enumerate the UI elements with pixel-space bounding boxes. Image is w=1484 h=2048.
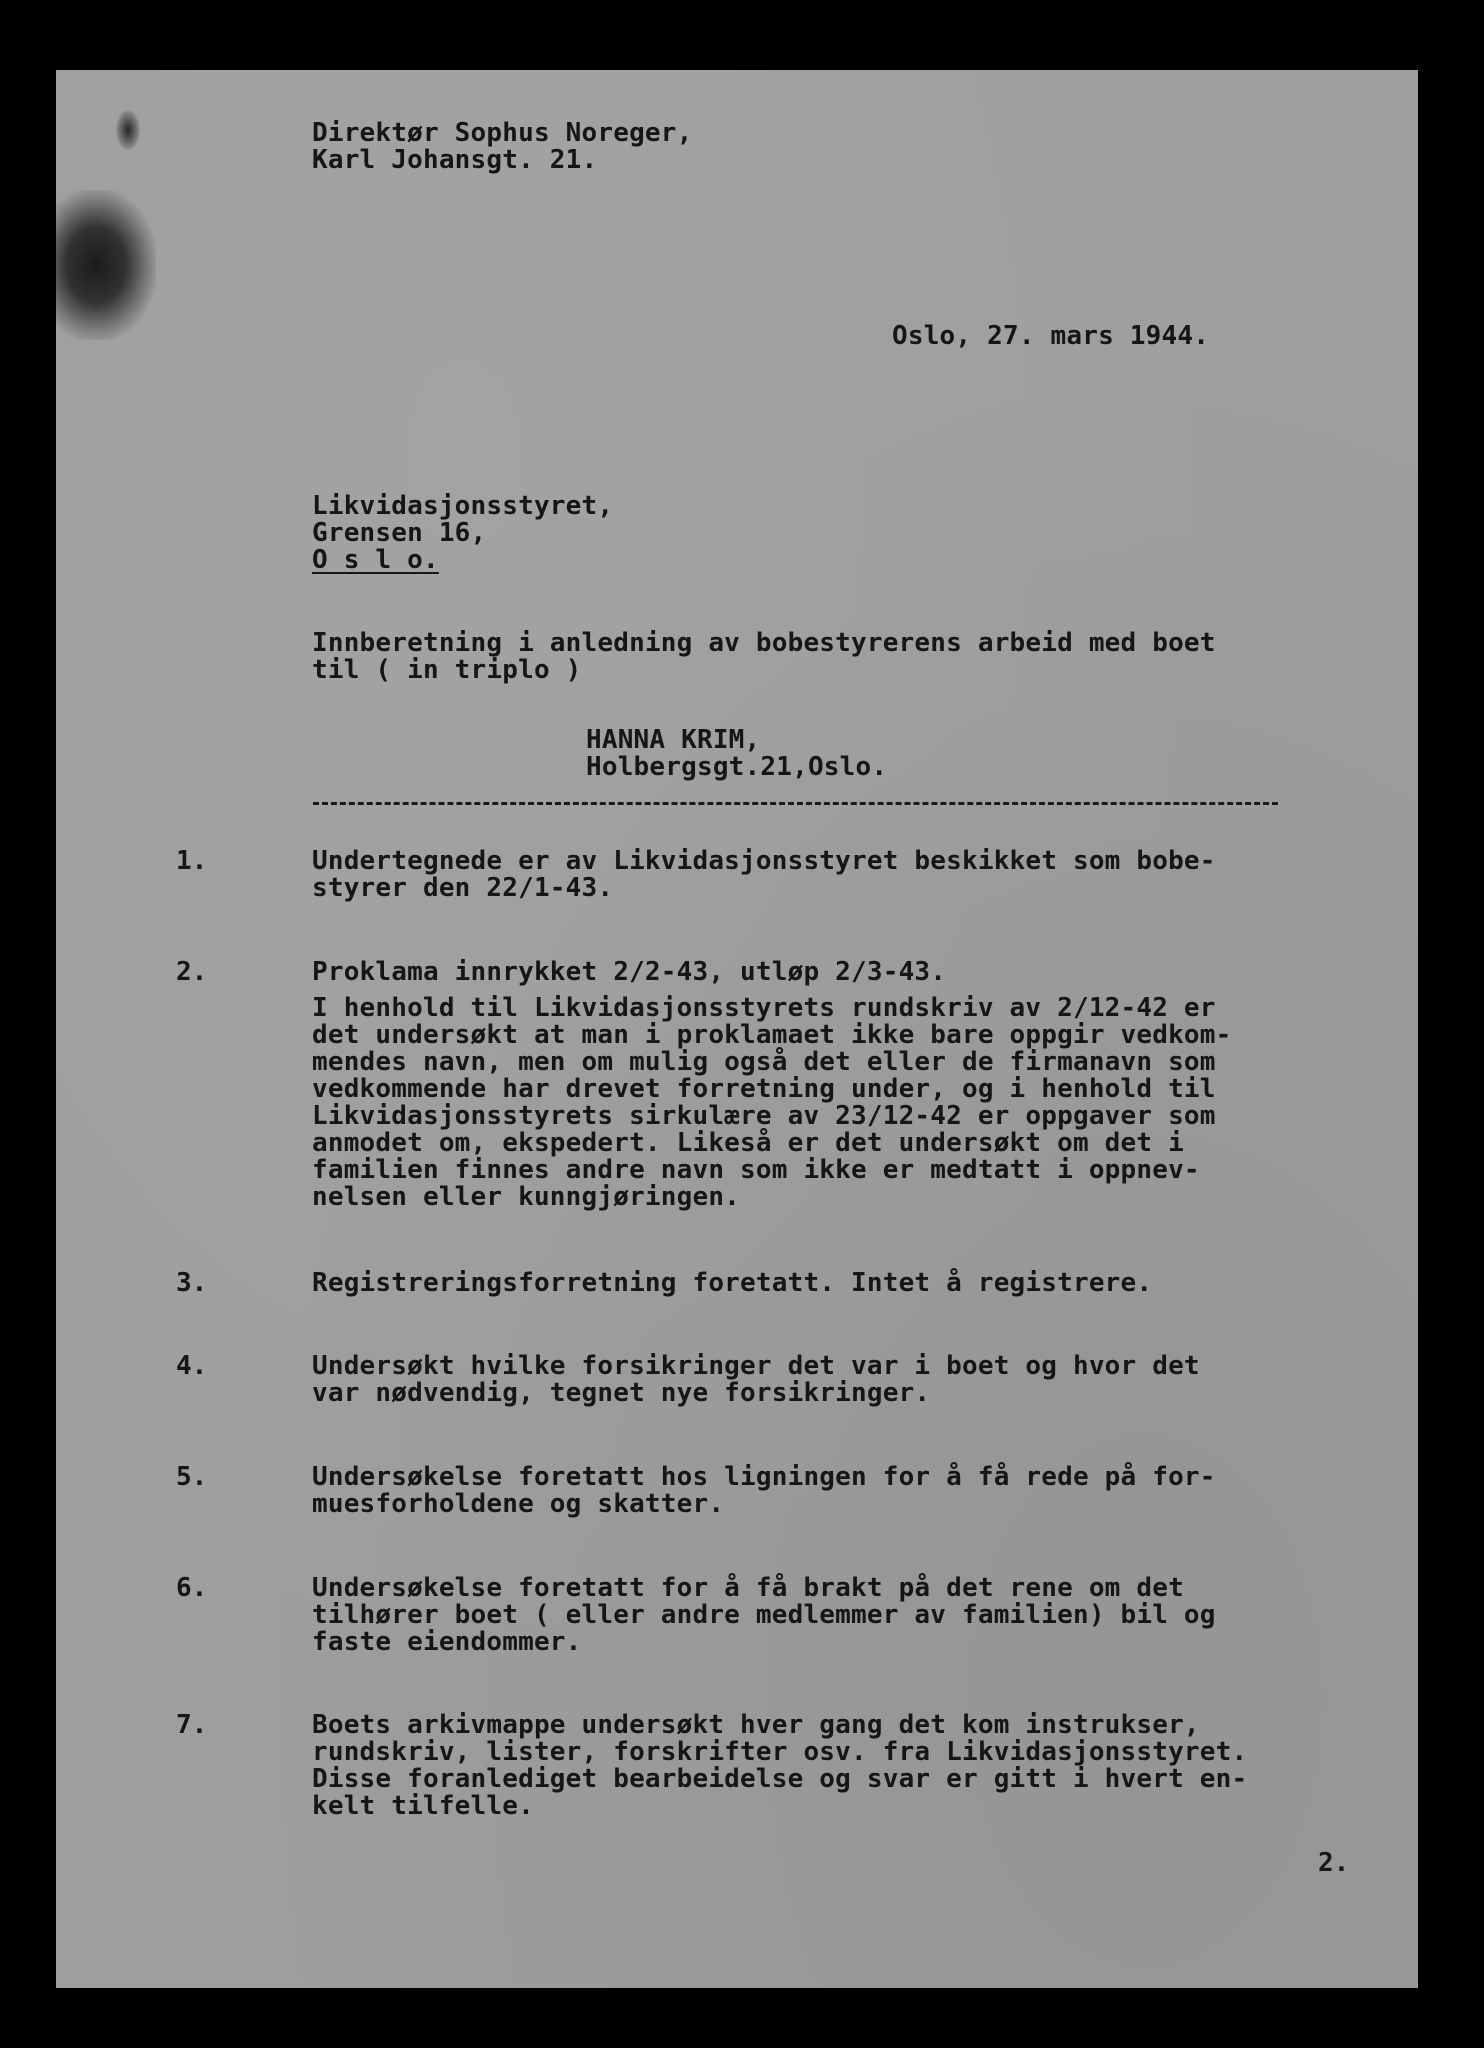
item-2-line-4: vedkommende har drevet forretning under, og i henhold til: [312, 1074, 1216, 1104]
item-2-line-7: familien finnes andre navn som ikke er medtatt i oppnev-: [312, 1155, 1200, 1185]
sender-name: Direktør Sophus Noreger,: [312, 118, 693, 148]
subject-line-1: Innberetning i anledning av bobestyrerens arbeid med boet: [312, 628, 1216, 658]
item-number: 2.: [176, 957, 208, 987]
item-4-line-1: Undersøkt hvilke forsikringer det var i boet og hvor det: [312, 1351, 1200, 1381]
subject-line-2: til ( in triplo ): [312, 655, 582, 685]
document-page: [56, 70, 1418, 1988]
item-5-line-2: muesforholdene og skatter.: [312, 1489, 725, 1519]
recipient-street: Grensen 16,: [312, 518, 487, 548]
item-1-line-2: styrer den 22/1-43.: [312, 873, 614, 903]
letter-date: Oslo, 27. mars 1944.: [892, 321, 1210, 351]
item-6-line-1: Undersøkelse foretatt for å få brakt på det rene om det: [312, 1573, 1184, 1603]
item-number: 3.: [176, 1268, 208, 1298]
item-2-line-3: mendes navn, men om mulig også det eller de firmanavn som: [312, 1047, 1216, 1077]
page-number: 2.: [1318, 1848, 1350, 1878]
separator-line: [313, 802, 1278, 805]
estate-address: Holbergsgt.21,Oslo.: [586, 752, 888, 782]
sender-address: Karl Johansgt. 21.: [312, 145, 598, 175]
item-7-line-1: Boets arkivmappe undersøkt hver gang det kom instrukser,: [312, 1710, 1200, 1740]
ink-spot: [116, 110, 140, 150]
item-7-line-3: Disse foranlediget bearbeidelse og svar er gitt i hvert en-: [312, 1764, 1248, 1794]
recipient-name: Likvidasjonsstyret,: [312, 491, 614, 521]
item-7-line-2: rundskriv, lister, forskrifter osv. fra Likvidasjonsstyret.: [312, 1737, 1248, 1767]
item-6-line-3: faste eiendommer.: [312, 1627, 582, 1657]
item-2-line-8: nelsen eller kunngjøringen.: [312, 1182, 741, 1212]
ink-smudge: [56, 190, 156, 340]
item-2-line-1: I henhold til Likvidasjonsstyrets rundskriv av 2/12-42 er: [312, 993, 1216, 1023]
item-4-line-2: var nødvendig, tegnet nye forsikringer.: [312, 1378, 931, 1408]
item-2-line-2: det undersøkt at man i proklamaet ikke bare oppgir vedkom-: [312, 1020, 1232, 1050]
recipient-city: O s l o.: [312, 545, 439, 575]
item-number: 4.: [176, 1351, 208, 1381]
item-3-line-1: Registreringsforretning foretatt. Intet å registrere.: [312, 1268, 1153, 1298]
item-number: 5.: [176, 1462, 208, 1492]
item-1-line-1: Undertegnede er av Likvidasjonsstyret beskikket som bobe-: [312, 846, 1216, 876]
item-7-line-4: kelt tilfelle.: [312, 1791, 534, 1821]
item-2-heading: Proklama innrykket 2/2-43, utløp 2/3-43.: [312, 957, 947, 987]
item-5-line-1: Undersøkelse foretatt hos ligningen for å få rede på for-: [312, 1462, 1216, 1492]
item-number: 6.: [176, 1573, 208, 1603]
item-number: 7.: [176, 1710, 208, 1740]
item-2-line-5: Likvidasjonsstyrets sirkulære av 23/12-42 er oppgaver som: [312, 1101, 1216, 1131]
item-2-line-6: anmodet om, ekspedert. Likeså er det undersøkt om det i: [312, 1128, 1184, 1158]
item-6-line-2: tilhører boet ( eller andre medlemmer av familien) bil og: [312, 1600, 1216, 1630]
estate-name: HANNA KRIM,: [586, 725, 761, 755]
item-number: 1.: [176, 846, 208, 876]
